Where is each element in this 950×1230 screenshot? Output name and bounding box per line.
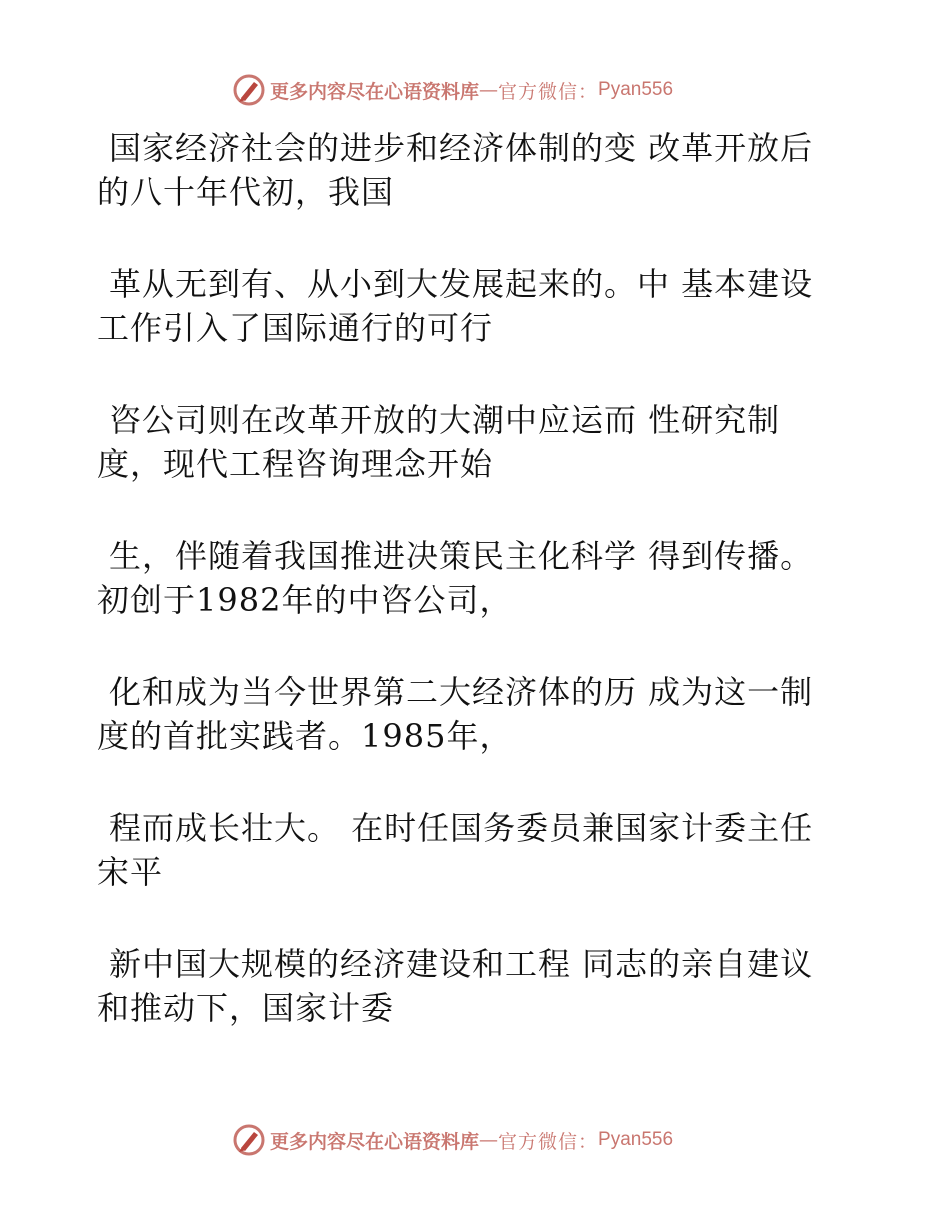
paragraph-line: 程而成长壮大。 在时任国务委员兼国家计委主任 — [109, 809, 814, 847]
watermark-dash: — — [479, 1129, 499, 1151]
paragraph-line: 的八十年代初，我国 — [97, 173, 395, 211]
paragraph — [97, 942, 857, 1030]
watermark-brand-text: 更多内容尽在心语资料库 — [270, 80, 480, 103]
paragraph-line: 生，伴随着我国推进决策民主化科学 得到传播。 — [109, 537, 814, 575]
paragraph-line: 新中国大规模的经济建设和工程 同志的亲自建议 — [109, 945, 814, 983]
fountain-pen-seal-icon — [232, 73, 266, 107]
paragraph-line: 宋平 — [97, 853, 164, 891]
header-watermark — [232, 70, 673, 110]
watermark-suffix: 官方微信： — [498, 1130, 599, 1153]
paragraph — [97, 398, 857, 486]
paragraph-line: 国家经济社会的进步和经济体制的变 改革开放后 — [109, 129, 814, 167]
paragraph-line: 度，现代工程咨询理念开始 — [97, 445, 494, 483]
paragraph — [97, 262, 857, 350]
paragraph — [97, 670, 857, 758]
paragraph — [97, 126, 857, 214]
paragraph-line: 工作引入了国际通行的可行 — [97, 309, 494, 347]
watermark-dash: — — [479, 79, 499, 101]
paragraph-line: 度的首批实践者。1985年， — [97, 717, 513, 755]
paragraph-line: 化和成为当今世界第二大经济体的历 成为这一制 — [109, 673, 814, 711]
watermark-wechat-id: Pyan556 — [598, 79, 674, 100]
watermark-wechat-id: Pyan556 — [598, 1129, 674, 1150]
paragraph-line: 革从无到有、从小到大发展起来的。中 基本建设 — [109, 265, 814, 303]
paragraph — [97, 806, 857, 894]
paragraph-line: 和推动下，国家计委 — [97, 989, 395, 1027]
paragraph-line: 咨公司则在改革开放的大潮中应运而 性研究制 — [109, 401, 781, 439]
document-body — [97, 126, 857, 1078]
paragraph-line: 初创于1982年的中咨公司， — [97, 581, 513, 619]
fountain-pen-seal-icon — [232, 1123, 266, 1157]
watermark-brand-text: 更多内容尽在心语资料库 — [270, 1130, 480, 1153]
footer-watermark — [232, 1120, 673, 1160]
watermark-suffix: 官方微信： — [498, 80, 599, 103]
paragraph — [97, 534, 857, 622]
